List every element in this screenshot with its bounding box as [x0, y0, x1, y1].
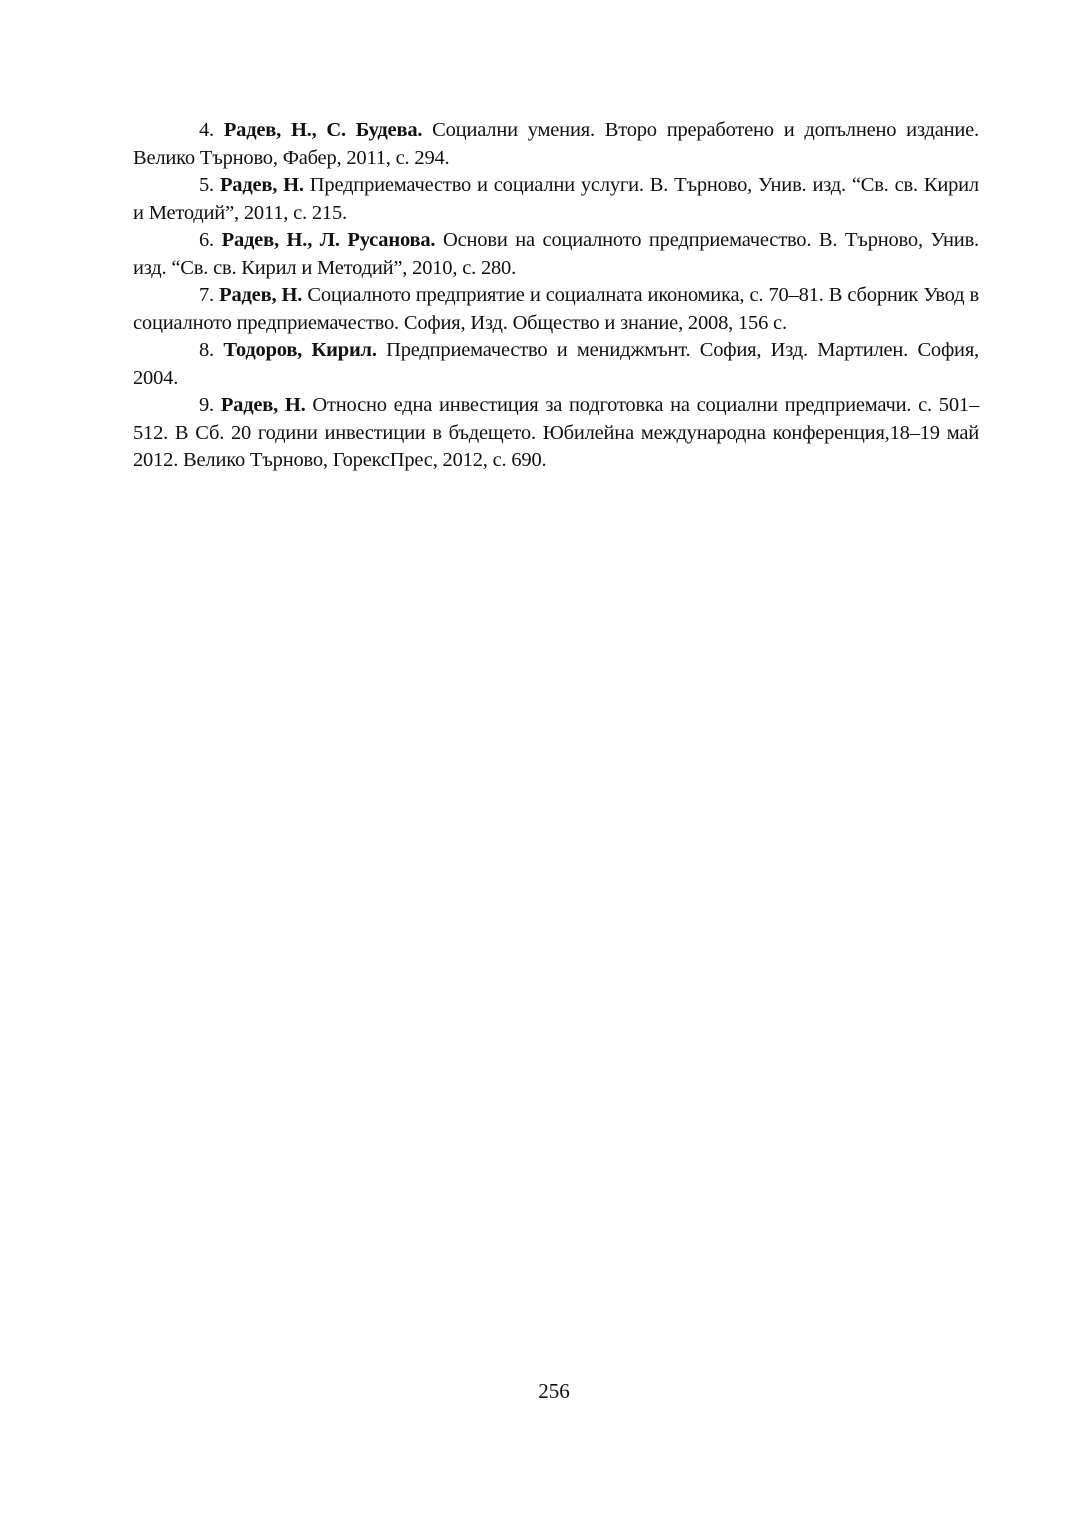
reference-text: Предприемачество и социални услуги. В. Търново, Унив. изд. “Св. св. Кирил и Методий”, 2011, с. 215.	[133, 174, 979, 224]
reference-number: 8.	[199, 339, 214, 361]
reference-number: 7.	[199, 284, 214, 306]
reference-text: Основи на социалното предприемачество. В. Търново, Унив. изд. “Св. св. Кирил и Методий”, 2010, с. 280.	[133, 229, 979, 279]
reference-item	[133, 337, 979, 392]
reference-item	[133, 117, 979, 172]
reference-number: 4.	[199, 119, 214, 141]
reference-item	[133, 172, 979, 227]
reference-text: Предприемачество и мениджмънт. София, Изд. Мартилен. София, 2004.	[133, 339, 979, 389]
page-number: 256	[538, 1379, 570, 1403]
reference-authors: Радев, Н., Л. Русанова.	[221, 229, 436, 251]
reference-authors: Радев, Н.	[220, 394, 306, 416]
reference-authors: Радев, Н.	[219, 174, 304, 196]
reference-text: Социалното предприятие и социалната икономика, с. 70–81. В сборник Увод в социалното предприемачество. София, Изд. Общество и знание, 2008, 156 с.	[133, 284, 979, 334]
reference-number: 5.	[199, 174, 214, 196]
reference-number: 6.	[199, 229, 214, 251]
reference-number: 9.	[199, 394, 214, 416]
reference-item	[133, 392, 979, 475]
reference-authors: Радев, Н.	[219, 284, 303, 306]
reference-item	[133, 282, 979, 337]
reference-text: Социални умения. Второ преработено и допълнено издание. Велико Търново, Фабер, 2011, с. 294.	[133, 119, 979, 169]
reference-authors: Радев, Н., С. Будева.	[223, 119, 423, 141]
reference-list	[133, 117, 979, 475]
reference-authors: Тодоров, Кирил.	[223, 339, 377, 361]
reference-item	[133, 227, 979, 282]
reference-text: Относно една инвестиция за подготовка на социални предприемачи. с. 501–512. В Сб. 20 години инвестиции в бъдещето. Юбилейна международна конференция,18–19 май 2012. Велико Търново, ГорексПрес, 2012, с. 690.	[133, 394, 979, 471]
